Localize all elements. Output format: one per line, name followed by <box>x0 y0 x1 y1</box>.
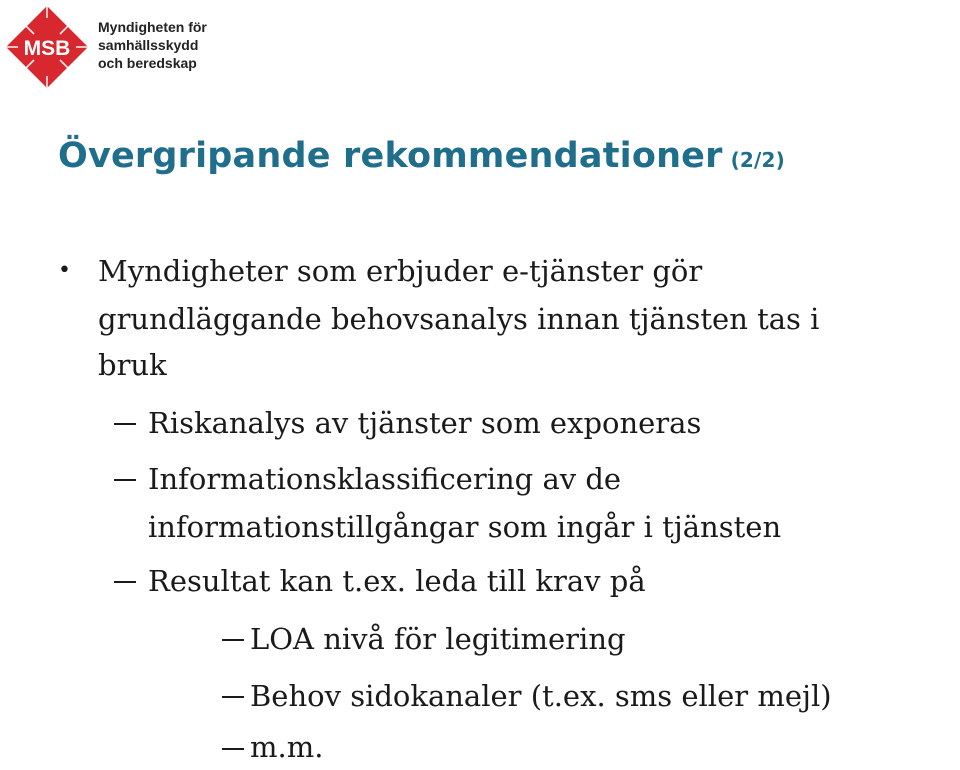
dash-marker <box>114 423 136 425</box>
bullet-text-line: grundläggande behovsanalys innan tjänsten tas i <box>98 302 820 336</box>
msb-logo <box>4 4 234 94</box>
dash-marker <box>222 639 244 641</box>
logo-line: och beredskap <box>98 55 197 71</box>
subitem-text-line: Informationsklassificering av de <box>148 462 622 496</box>
bullet-text-line: Myndigheter som erbjuder e-tjänster gör <box>98 254 703 288</box>
sub-subitem-text-line: LOA nivå för legitimering <box>250 622 626 656</box>
dash-marker <box>222 696 244 698</box>
sub-subitem-text-line: m.m. <box>250 730 324 764</box>
dash-marker <box>114 581 136 583</box>
logo-mark-text: MSB <box>23 37 71 60</box>
subitem-text-line: Resultat kan t.ex. leda till krav på <box>148 564 646 598</box>
bullet-marker: • <box>58 258 71 283</box>
logo-line: Myndigheten för <box>98 19 207 35</box>
logo-line: samhällsskydd <box>98 37 199 53</box>
bullet-text-line: bruk <box>98 348 167 382</box>
subitem-text-line: Riskanalys av tjänster som exponeras <box>148 406 702 440</box>
msb-logo-mark <box>4 4 90 90</box>
dash-marker <box>222 748 244 750</box>
dash-marker <box>114 479 136 481</box>
subitem-text-line: informationstillgångar som ingår i tjänsten <box>148 510 782 544</box>
sub-subitem-text-line: Behov sidokanaler (t.ex. sms eller mejl) <box>250 679 832 713</box>
slide-title-text: Övergripande rekommendationer <box>58 136 723 176</box>
slide-page-indicator: (2/2) <box>730 148 786 172</box>
slide-title <box>58 136 785 176</box>
logo-agency-name <box>98 18 207 72</box>
